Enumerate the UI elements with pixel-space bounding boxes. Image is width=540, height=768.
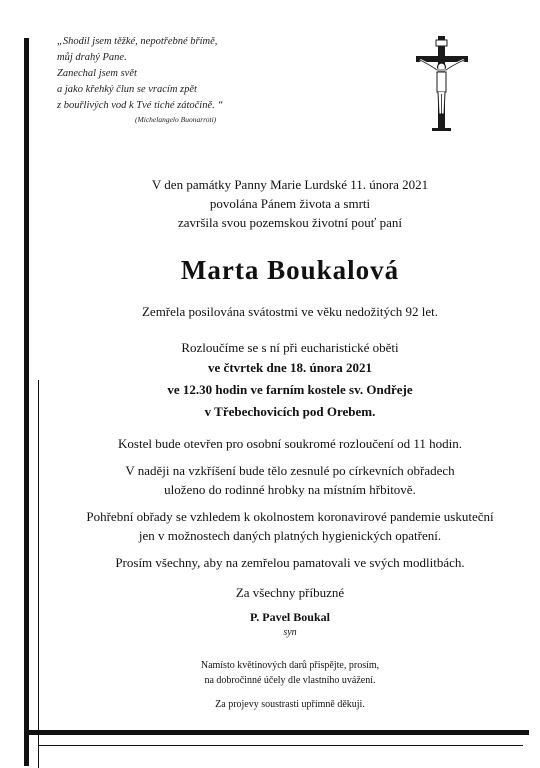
note-line: na dobročinné účely dle vlastního uvážení.	[204, 675, 376, 686]
info-line: Prosím všechny, aby na zemřelou pamatovali ve svých modlitbách.	[115, 555, 465, 570]
signature-role: syn	[283, 627, 297, 638]
info-line: jen v možnostech daných platných hygienických opatření.	[138, 528, 442, 543]
intro-line: povolána Pánem života a smrti	[209, 196, 371, 211]
death-statement-text: Zemřela posilována svátostmi ve věku nedožitých 92 let.	[141, 304, 439, 319]
quote-line: Zanechal jsem svět	[57, 68, 137, 79]
ceremony-town: v Třebechovicích pod Orebem.	[204, 404, 376, 419]
info-line: Kostel bude otevřen pro osobní soukromé rozloučení od 11 hodin.	[118, 436, 462, 451]
info-line: uloženo do rodinné hrobky na místním hřbitově.	[164, 482, 416, 497]
info-block	[40, 434, 540, 572]
ceremony-date: ve čtvrtek dne 18. února 2021	[208, 360, 372, 375]
info-line: V naději na vzkříšení bude tělo zesnulé po církevních obřadech	[125, 463, 455, 478]
quote-author: (Michelangelo Buonarroti)	[135, 115, 217, 124]
frame-left-bar	[24, 38, 29, 766]
family-block	[40, 583, 540, 640]
quote-line: a jako křehký člun se vracím zpět	[57, 84, 197, 95]
deceased-name: Marta Boukalová	[180, 255, 400, 285]
death-statement	[40, 302, 540, 321]
intro-line: V den památky Panny Marie Lurdské 11. února 2021	[151, 177, 429, 192]
quote-line: můj drahý Pane.	[57, 52, 127, 63]
quote-line: „Shodil jsem těžké, nepotřebné břímě,	[57, 36, 218, 47]
frame-bottom-bar	[24, 730, 529, 735]
family-intro: Za všechny příbuzné	[235, 585, 345, 600]
intro-line: završila svou pozemskou životní pouť paní	[178, 215, 402, 230]
frame-bottom-thin-line	[38, 745, 523, 746]
note-block	[40, 658, 540, 712]
note-line: Za projevy soustrasti upřímně děkuji.	[215, 699, 365, 710]
ceremony-intro: Rozloučíme se s ní při eucharistické oběti	[181, 340, 399, 355]
frame-left-thin-line	[38, 380, 39, 768]
intro-block	[40, 175, 540, 232]
signature-name: P. Pavel Boukal	[250, 610, 330, 624]
ceremony-block	[40, 338, 540, 423]
info-line: Pohřební obřady se vzhledem k okolnostem koronavirové pandemie uskuteční	[86, 509, 494, 524]
crucifix-icon	[412, 34, 472, 132]
ceremony-time-place: ve 12.30 hodin ve farním kostele sv. Ondřeje	[167, 382, 413, 397]
quote-line: z bouřlivých vod k Tvé tiché zátočině. “	[57, 100, 224, 111]
note-line: Namísto květinových darů přispějte, prosím,	[200, 660, 380, 671]
quote-block	[57, 34, 257, 126]
